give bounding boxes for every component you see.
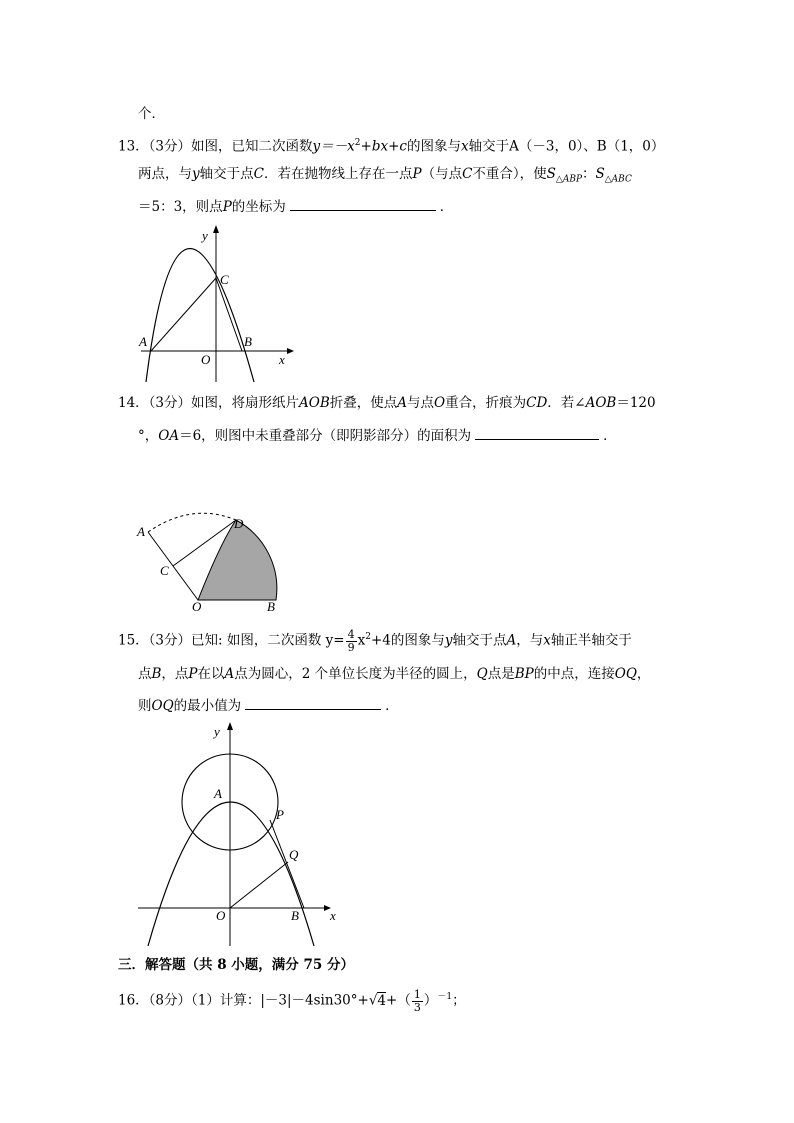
q14-aob: AOB	[299, 395, 330, 411]
q15-segment-pb	[270, 820, 304, 908]
q14-l2b: ＝6，则图中未重叠部分（即阴影部分）的面积为	[179, 428, 472, 444]
q13-intro: 13．（3分）如图，已知二次函数	[118, 138, 313, 155]
q16-fraction	[412, 989, 423, 1014]
q13-l3end: ．	[439, 199, 454, 215]
q15-l2e: 点是	[487, 666, 515, 682]
q13-var-y: y	[192, 166, 200, 182]
q15-parabola	[148, 802, 314, 946]
q14-answer-blank[interactable]	[475, 425, 599, 440]
q13-func-sup: 2	[354, 138, 361, 148]
q14-label-d: D	[234, 516, 244, 531]
q14-l1b: 折叠，使点	[329, 395, 398, 411]
q14-l1d: 重合，折痕为	[445, 395, 527, 411]
q13-figure	[136, 222, 306, 384]
q13-points-ab: A（－3，0）、B（1，0）	[509, 138, 665, 155]
q13-label-o: O	[201, 352, 211, 367]
q16-frac-num: 1	[413, 987, 421, 1001]
q13-label-a: A	[139, 334, 147, 349]
q15-l2a: 点	[138, 666, 152, 682]
q13-label-b: B	[244, 334, 252, 349]
q15-l3a: 则	[138, 698, 152, 714]
q16-radicand: 4	[377, 992, 387, 1009]
q15-label-o: O	[216, 908, 226, 923]
q13-label-x: x	[279, 352, 285, 367]
q15-l1b: x	[357, 632, 366, 649]
sqrt-icon: √	[368, 992, 378, 1009]
q15-l2b: ，点	[161, 666, 189, 682]
q15-l1c: +4的图象与	[370, 632, 445, 649]
q13-s2-sub: △ABC	[604, 174, 632, 185]
q15-frac-num: 4	[347, 627, 355, 641]
q15-label-x: x	[330, 908, 336, 923]
q14-l1a: 14．（3分）如图，将扇形纸片	[118, 395, 300, 411]
q13-l2a: 两点，与	[138, 166, 192, 182]
q13-label-c: C	[220, 272, 229, 287]
q15-var-y: y	[444, 632, 453, 649]
q13-l2e: 不重合），使	[472, 166, 547, 182]
q14-l2a: °，	[138, 428, 159, 444]
q16-frac-den: 3	[413, 1000, 421, 1014]
q13-segment-ac	[151, 278, 216, 351]
q16-text-c: ）	[423, 992, 438, 1009]
q15-line2	[138, 664, 650, 684]
q15-p: P	[188, 666, 198, 682]
q15-oq: OQ	[614, 666, 637, 682]
q15-l1f: 轴正半轴交于	[550, 632, 632, 649]
q13-s1: S	[546, 166, 556, 182]
q15-oq2: OQ	[151, 698, 174, 714]
q13-line2	[138, 164, 632, 190]
q14-l1f: ＝120	[616, 395, 656, 411]
q13-point-c: C	[253, 166, 264, 182]
q15-answer-blank[interactable]	[245, 695, 381, 710]
q14-a: A	[397, 395, 408, 411]
q15-l2d: 点为圆心，2 个单位长度为半径的圆上，	[234, 666, 477, 682]
q15-segment-oq	[230, 862, 288, 908]
q15-label-b: B	[291, 908, 299, 923]
q15-label-q: Q	[289, 847, 299, 862]
q13-colon: ：	[582, 166, 596, 182]
q13-x-arrow-icon	[287, 348, 294, 354]
q15-line3	[138, 695, 399, 716]
q14-figure	[134, 510, 284, 614]
q15-line1	[118, 627, 632, 654]
q13-y-arrow-icon	[213, 225, 219, 233]
q14-o: O	[434, 395, 446, 411]
q16-text-d: ；	[452, 992, 466, 1009]
q15-l3end: ．	[385, 698, 399, 714]
q13-func-tail: +bx+c	[360, 138, 407, 155]
q14-label-a: A	[137, 524, 145, 539]
q15-q: Q	[476, 666, 488, 682]
q15-bp: BP	[514, 666, 534, 682]
q14-line2	[138, 425, 617, 446]
q13-point-c2: C	[462, 166, 473, 182]
q13-line3	[138, 196, 453, 217]
q13-label-y: y	[202, 228, 208, 243]
prev-question-fragment: 个．	[138, 106, 165, 122]
q13-l2d: （与点	[421, 166, 463, 182]
q15-var-x: x	[543, 632, 551, 649]
q15-fraction	[346, 629, 357, 654]
q15-a: A	[506, 632, 517, 649]
q15-a2: A	[224, 666, 235, 682]
q13-point-p2: P	[222, 199, 232, 215]
q13-line1	[118, 133, 664, 157]
q13-answer-blank[interactable]	[290, 196, 436, 211]
q16-text-a: 16．（8分）（1）计算：|－3|－4sin30°+	[118, 992, 369, 1009]
q14-cd: CD	[526, 395, 548, 411]
q13-l3a: ＝5：3，则点	[138, 199, 223, 215]
q13-l1-mid: 的图象与	[406, 138, 461, 155]
q15-l1e: ，与	[516, 632, 544, 649]
q14-l1e: ．若∠	[547, 395, 586, 411]
q15-l3b: 的最小值为	[173, 698, 242, 714]
q13-func-expr: ＝－x	[320, 138, 355, 155]
q13-point-p: P	[412, 166, 422, 182]
q15-figure	[134, 718, 348, 948]
q13-s2: S	[595, 166, 605, 182]
q15-l2c: 在以	[197, 666, 225, 682]
q13-l3b: 的坐标为	[231, 199, 286, 215]
section-header: 三．解答题（共 8 小题，满分 75 分）	[118, 957, 354, 973]
q15-l2g: ，	[636, 666, 651, 682]
q13-l2c: ．若在抛物线上存在一点	[263, 166, 413, 182]
q15-l1a: 15．（3分）已知: 如图，二次函数 y=	[118, 632, 345, 649]
q14-oa: OA	[158, 428, 180, 444]
q15-l2f: 的中点，连接	[533, 666, 615, 682]
q16-text-b: +（	[386, 992, 411, 1009]
q14-l2end: ．	[603, 428, 617, 444]
q13-parabola	[146, 249, 254, 383]
q15-label-p: P	[276, 807, 284, 822]
q14-label-c: C	[160, 563, 169, 578]
q14-line1	[118, 393, 656, 413]
q15-frac-den: 9	[347, 640, 355, 654]
q14-aob2: AOB	[585, 395, 617, 411]
q15-b: B	[151, 666, 162, 682]
q15-sup: 2	[365, 632, 371, 642]
q14-l1c: 与点	[407, 395, 435, 411]
q13-l1-post: 轴交于	[468, 138, 510, 155]
q14-label-o: O	[192, 599, 202, 614]
q15-y-arrow-icon	[227, 722, 233, 730]
q13-s1-sub: △ABP	[555, 174, 583, 185]
q13-l2b: 轴交于点	[199, 166, 254, 182]
q15-label-a: A	[214, 786, 222, 801]
q16-sup: －1	[437, 992, 453, 1002]
q15-l1d: 轴交于点	[452, 632, 507, 649]
q13-segment-cb	[216, 278, 242, 351]
q14-shaded-region	[198, 520, 277, 600]
q14-label-b: B	[267, 599, 275, 614]
q13-func-y: y	[312, 138, 321, 155]
q13-var-x: x	[460, 138, 469, 155]
q16-line	[118, 987, 466, 1014]
q15-label-y: y	[214, 724, 220, 739]
